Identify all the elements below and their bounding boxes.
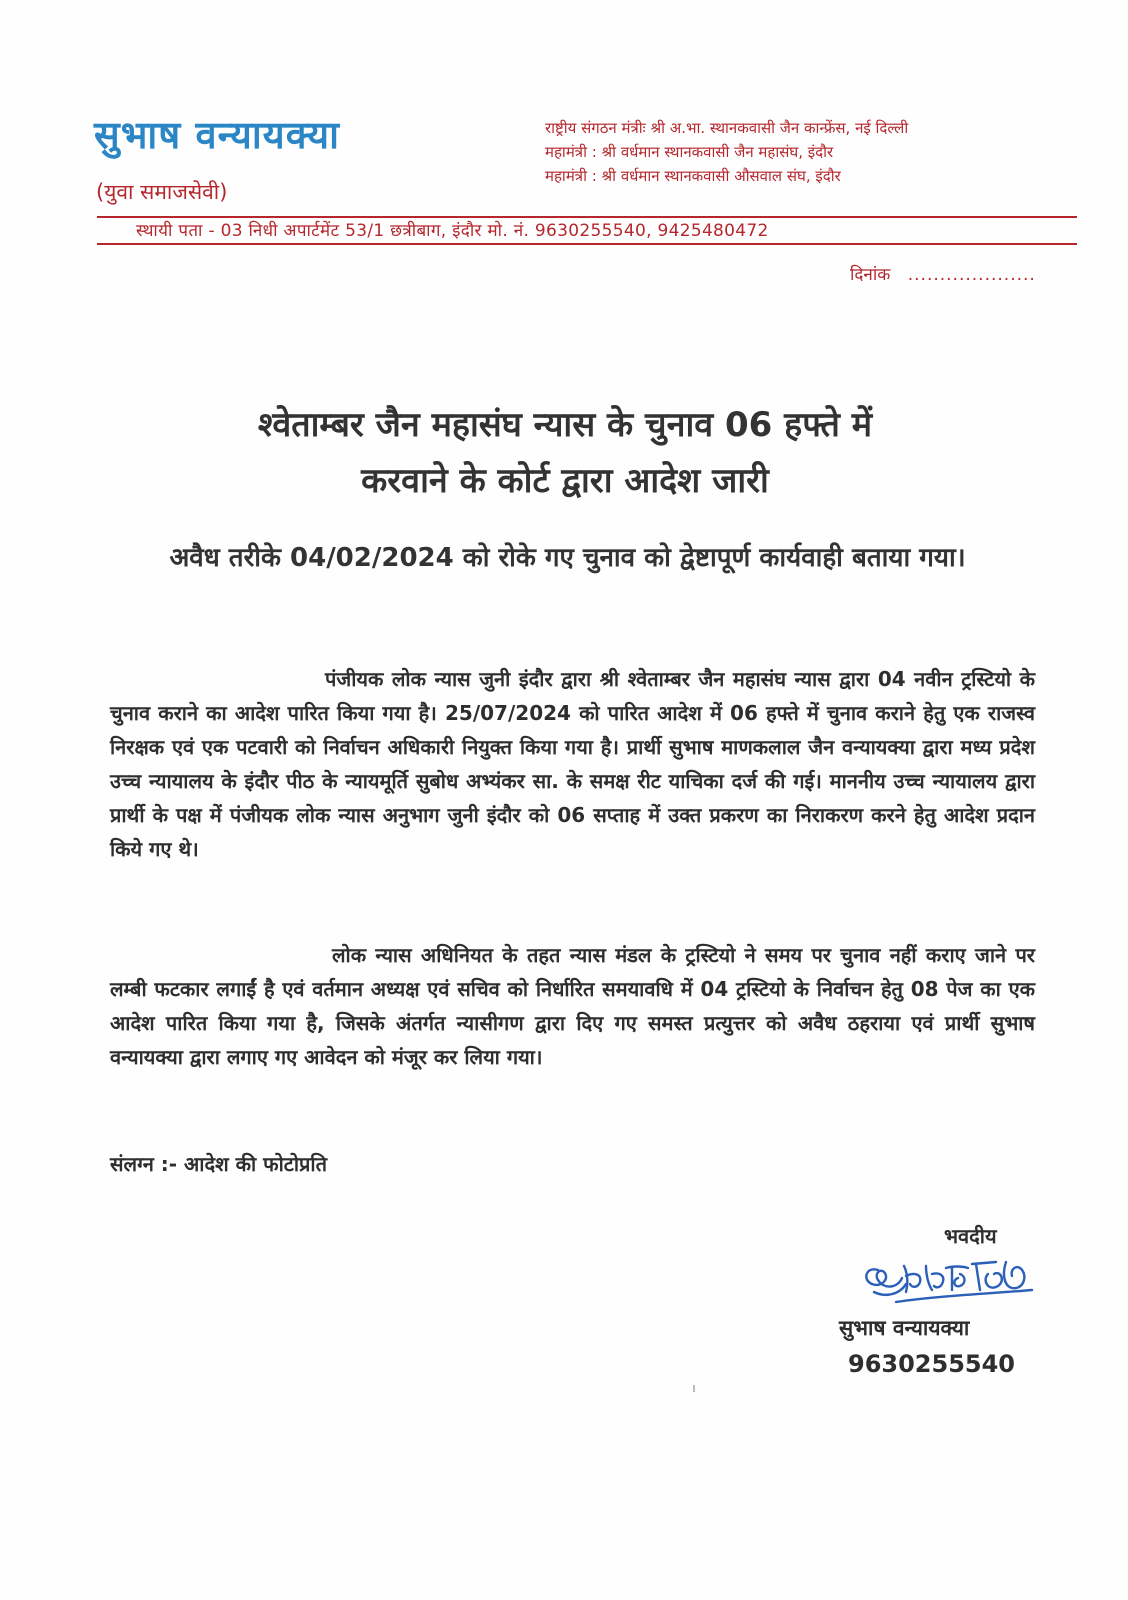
date-value: .................... [907,265,1036,285]
position-line: महामंत्री : श्री वर्धमान स्थानकवासी जैन महासंघ, इंदौर [545,143,834,161]
headline-line: श्वेताम्बर जैन महासंघ न्यास के चुनाव 06 हफ्ते में [257,405,873,445]
letterhead-divider-bottom [97,243,1077,245]
date-label: दिनांक [850,265,891,285]
enclosure-note: संलग्न :- आदेश की फोटोप्रति [110,1152,327,1176]
body-paragraph: लोक न्यास अधिनियत के तहत न्यास मंडल के ट्रस्टियो ने समय पर चुनाव नहीं कराए जाने पर लम्बी फटकार लगाईं है एवं वर्तमान अध्यक्ष एवं सचिव को निर्धारित समयावधि में 04 ट्रस्टियो के निर्वाचन हेतु 08 पेज का एक आदेश पारित किया गया है, जिसके अंतर्गत न्यासीगण द्वारा दिए गए समस्त प्रत्युत्तर को अवैध ठहराया एवं प्रार्थी सुभाष वन्यायक्या द्वारा लगाए गए आवेदन को मंजूर कर लिया गया। [110,943,1035,1069]
letterhead-address: स्थायी पता - 03 निधी अपार्टमेंट 53/1 छत्रीबाग, इंदौर मो. नं. 9630255540, 9425480472 [136,221,769,241]
handwritten-signature [856,1244,1042,1314]
letterhead-tagline: (युवा समाजसेवी) [96,180,228,204]
body-paragraph: पंजीयक लोक न्यास जुनी इंदौर द्वारा श्री श्वेताम्बर जैन महासंघ न्यास द्वारा 04 नवीन ट्रस्टियो के चुनाव कराने का आदेश पारित किया गया है। 25/07/2024 को पारित आदेश में 06 हफ्ते में चुनाव कराने हेतु एक राजस्व निरक्षक एवं एक पटवारी को निर्वाचन अधिकारी नियुक्त किया गया है। प्रार्थी सुभाष माणकलाल जैन वन्यायक्या द्वारा मध्य प्रदेश उच्च न्यायालय के इंदौर पीठ के न्यायमूर्ति सुबोध अभ्यंकर सा. के समक्ष रीट याचिका दर्ज की गई। माननीय उच्च न्यायालय द्वारा प्रार्थी के पक्ष में पंजीयक लोक न्यास अनुभाग जुनी इंदौर को 06 सप्ताह में उक्त प्रकरण का निराकरण करने हेतु आदेश प्रदान किये गए थे। [110,667,1035,861]
position-line: राष्ट्रीय संगठन मंत्रीः श्री अ.भा. स्थानकवासी जैन कान्फ्रेंस, नई दिल्ली [545,119,909,137]
closing-salutation: भवदीय [944,1224,997,1248]
subheadline: अवैध तरीके 04/02/2024 को रोके गए चुनाव को द्वेष्टापूर्ण कार्यवाही बताया गया। [169,543,966,573]
scan-mark [693,1385,695,1392]
letterhead-name: सुभाष वन्यायक्या [94,113,340,157]
signer-name: सुभाष वन्यायक्या [839,1316,970,1340]
position-line: महामंत्री : श्री वर्धमान स्थानकवासी औसवाल संघ, इंदौर [545,167,841,185]
headline [100,397,1030,509]
signer-phone: 9630255540 [848,1350,1015,1378]
date-field [850,262,1036,285]
letterhead-positions [545,116,1085,188]
headline-line: करवाने के कोर्ट द्वारा आदेश जारी [361,461,769,501]
